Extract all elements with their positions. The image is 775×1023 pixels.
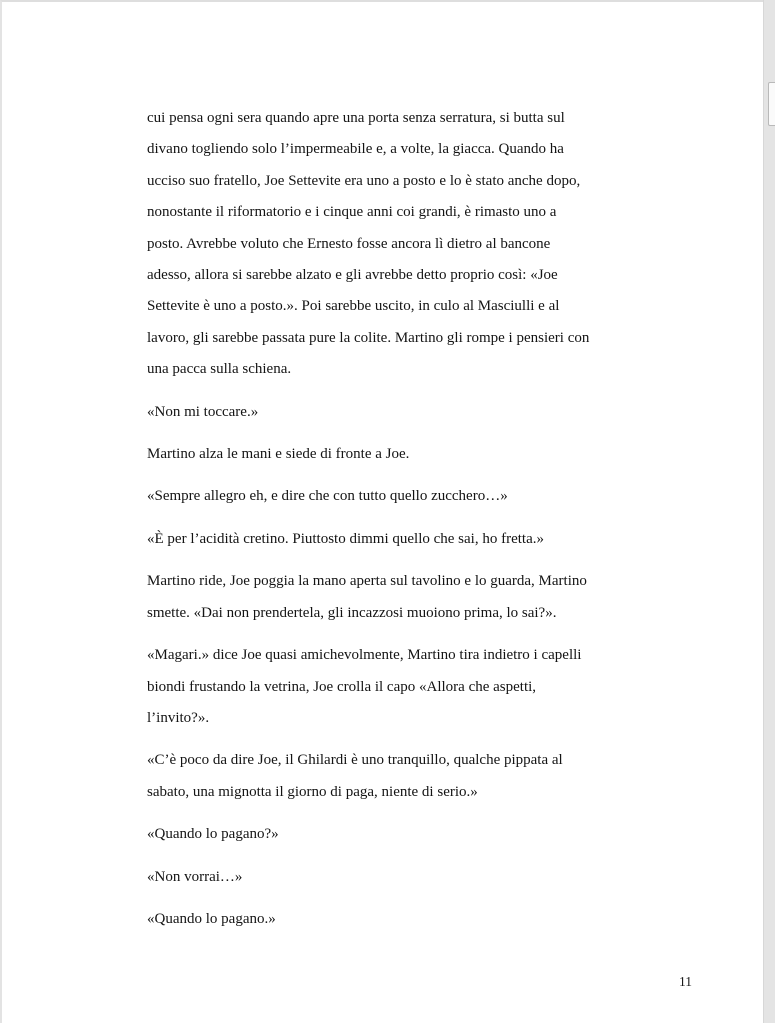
paragraph xyxy=(147,481,707,512)
paragraph xyxy=(147,524,707,555)
text-line: Martino ride, Joe poggia la mano aperta sul tavolino e lo guarda, Martino xyxy=(147,573,587,590)
text-line: «Sempre allegro eh, e dire che con tutto quello zucchero…» xyxy=(147,488,508,505)
text-line: Settevite è uno a posto.». Poi sarebbe uscito, in culo al Masciulli e al xyxy=(147,298,560,315)
text-line: biondi frustando la vetrina, Joe crolla il capo «Allora che aspetti, xyxy=(147,678,537,695)
text-line: posto. Avrebbe voluto che Ernesto fosse ancora lì dietro al bancone xyxy=(147,235,551,252)
text-line: «È per l’acidità cretino. Piuttosto dimmi quello che sai, ho fretta.» xyxy=(147,530,544,547)
text-line: nonostante il riformatorio e i cinque anni coi grandi, è rimasto uno a xyxy=(147,204,557,221)
paragraph xyxy=(147,566,707,629)
paragraph xyxy=(147,862,707,893)
text-line: adesso, allora si sarebbe alzato e gli avrebbe detto proprio così: «Joe xyxy=(147,267,558,284)
paragraph xyxy=(147,103,707,386)
paragraph xyxy=(147,904,707,935)
text-line: Martino alza le mani e siede di fronte a Joe. xyxy=(147,446,410,463)
text-line: divano togliendo solo l’impermeabile e, a volte, la giacca. Quando ha xyxy=(147,141,564,158)
text-line: «Non mi toccare.» xyxy=(147,403,259,420)
text-line: «Non vorrai…» xyxy=(147,868,243,885)
text-line: cui pensa ogni sera quando apre una porta senza serratura, si butta sul xyxy=(147,110,565,126)
text-line: smette. «Dai non prendertela, gli incazzosi muoiono prima, lo sai?». xyxy=(147,604,557,621)
paragraph xyxy=(147,640,707,734)
text-line: ucciso suo fratello, Joe Settevite era uno a posto e lo è stato anche dopo, xyxy=(147,172,581,189)
scrollbar-track[interactable] xyxy=(763,0,775,1023)
scrollbar-thumb[interactable] xyxy=(768,82,775,126)
text-line: l’invito?». xyxy=(147,709,210,726)
text-line: «Magari.» dice Joe quasi amichevolmente, Martino tira indietro i capelli xyxy=(147,647,582,664)
paragraph xyxy=(147,397,707,428)
text-line: «C’è poco da dire Joe, il Ghilardi è uno tranquillo, qualche pippata al xyxy=(147,752,563,769)
page-text xyxy=(147,103,707,946)
text-line: una pacca sulla schiena. xyxy=(147,361,292,378)
text-line: «Quando lo pagano?» xyxy=(147,826,279,843)
paragraph xyxy=(147,745,707,808)
paragraph xyxy=(147,439,707,470)
paragraph xyxy=(147,819,707,850)
text-line: lavoro, gli sarebbe passata pure la colite. Martino gli rompe i pensieri con xyxy=(147,329,590,346)
page-number: 11 xyxy=(679,974,692,989)
text-line: «Quando lo pagano.» xyxy=(147,910,276,927)
text-line: sabato, una mignotta il giorno di paga, niente di serio.» xyxy=(147,783,478,800)
